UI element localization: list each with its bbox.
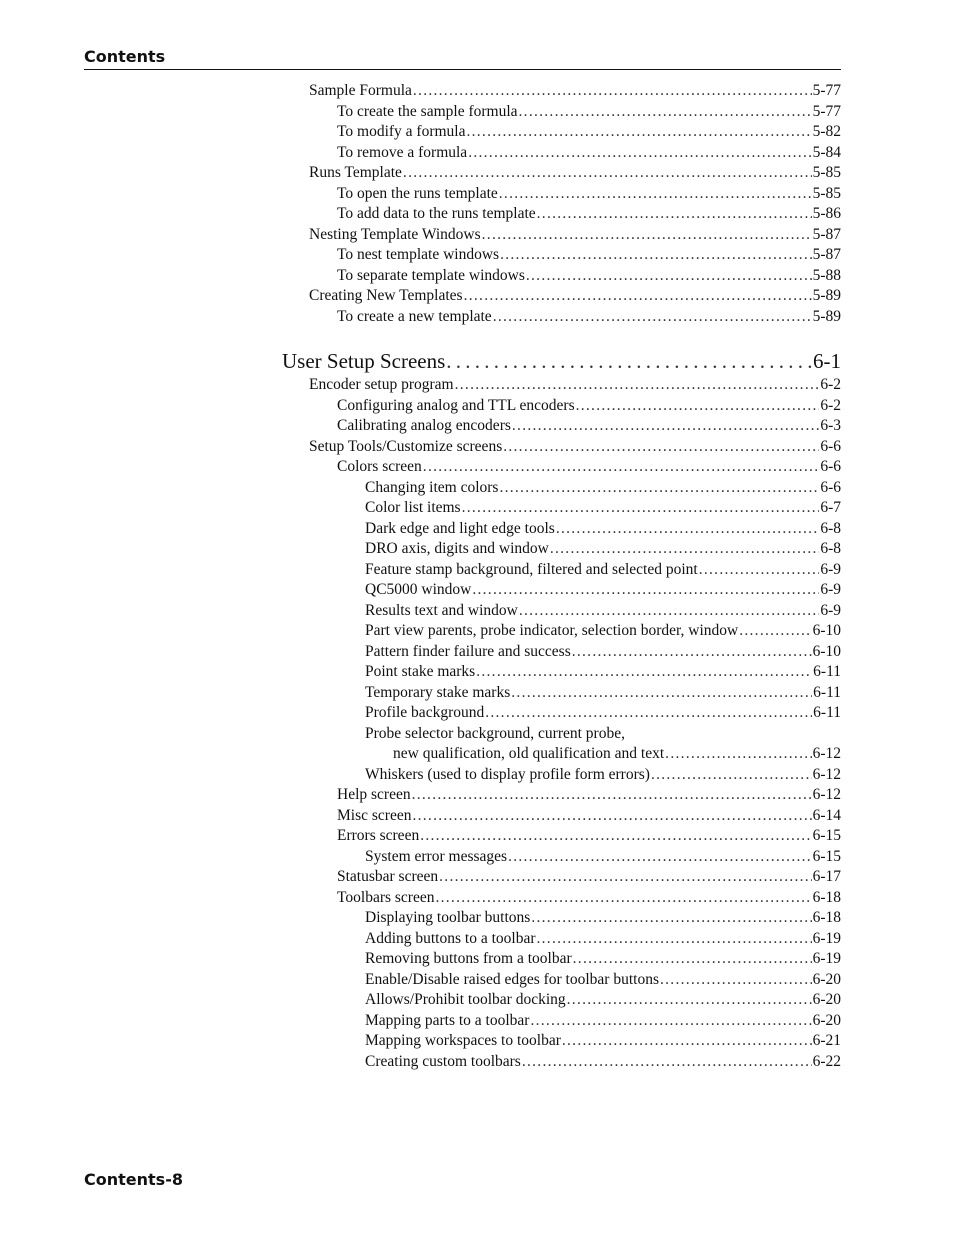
- toc-entry-title: DRO axis, digits and window: [365, 540, 549, 557]
- toc-entry-page: 5-84: [812, 143, 841, 161]
- toc-entry-title: Adding buttons to a toolbar: [365, 929, 536, 947]
- toc-entry-title: Temporary stake marks: [365, 683, 511, 701]
- toc-entry[interactable]: [337, 888, 841, 909]
- dot-leader: [537, 929, 812, 950]
- toc-entry-page: 6-12: [812, 786, 841, 803]
- toc-entry-page: 6-6: [820, 437, 841, 455]
- toc-entry-title: Point stake marks: [365, 663, 476, 680]
- toc-entry[interactable]: [309, 286, 841, 307]
- dot-leader: [665, 744, 811, 765]
- toc-chapter-entry[interactable]: [282, 347, 841, 375]
- toc-entry-title: To remove a formula: [337, 143, 468, 161]
- toc-entry-page: 5-85: [812, 164, 841, 181]
- toc-entry-title: System error messages: [365, 847, 508, 865]
- dot-leader: [567, 990, 812, 1011]
- toc-entry-title: Dark edge and light edge tools: [365, 519, 555, 537]
- toc-entry[interactable]: [365, 970, 841, 991]
- dot-leader: [503, 437, 819, 458]
- dot-leader: [519, 102, 812, 123]
- toc-entry[interactable]: [365, 847, 841, 868]
- toc-entry-page: 6-6: [820, 458, 841, 475]
- dot-leader: [464, 286, 812, 307]
- dot-leader: [576, 396, 820, 417]
- toc-entry-title: QC5000 window: [365, 581, 472, 598]
- toc-entry-page: 6-6: [820, 478, 841, 496]
- toc-entry-page: 6-20: [812, 991, 841, 1008]
- toc-entry-title: Color list items: [365, 499, 461, 516]
- toc-entry-title: Help screen: [337, 786, 411, 803]
- dot-leader: [412, 806, 811, 827]
- toc-entry-page: 5-87: [812, 246, 841, 263]
- toc-entry[interactable]: [365, 498, 841, 519]
- dot-leader: [468, 143, 811, 164]
- toc-entry-page: 6-15: [812, 827, 841, 844]
- toc-entry-page: 6-8: [820, 540, 841, 557]
- dot-leader: [439, 867, 811, 888]
- toc-entry[interactable]: [365, 478, 841, 499]
- toc-entry-title: Removing buttons from a toolbar: [365, 950, 572, 967]
- toc-entry-page: 6-2: [820, 376, 841, 393]
- toc-entry[interactable]: [365, 519, 841, 540]
- toc-entry-page: 6-11: [813, 663, 841, 680]
- toc-entry[interactable]: [365, 560, 841, 581]
- toc-entry[interactable]: [337, 122, 841, 143]
- header-rule: [84, 69, 841, 70]
- toc-entry-title: To create the sample formula: [337, 102, 518, 120]
- toc-entry-title: Creating New Templates: [309, 287, 463, 304]
- toc-entry-title: Mapping parts to a toolbar: [365, 1011, 530, 1029]
- toc-entry-title: Allows/Prohibit toolbar docking: [365, 991, 566, 1008]
- toc-entry-page: 6-21: [812, 1032, 841, 1049]
- page-number: Contents-8: [84, 1170, 183, 1189]
- dot-leader: [522, 1052, 812, 1073]
- toc-entry-page: 6-9: [820, 601, 841, 619]
- toc-entry-title: Enable/Disable raised edges for toolbar buttons: [365, 970, 659, 988]
- toc-entry-page: 6-20: [812, 970, 841, 988]
- toc-entry-page: 6-22: [812, 1052, 841, 1070]
- toc-entry-title: Whiskers (used to display profile form errors): [365, 765, 650, 783]
- dot-leader: [423, 457, 820, 478]
- dot-leader: [413, 81, 812, 102]
- toc-entry-title: Encoder setup program: [309, 376, 454, 393]
- dot-leader: [531, 908, 811, 929]
- toc-entry-title: new qualification, old qualification and text: [393, 745, 665, 762]
- toc-entry-title: Profile background: [365, 704, 485, 721]
- toc-entry[interactable]: [393, 744, 841, 765]
- dot-leader: [493, 307, 812, 328]
- toc-entry-title: Sample Formula: [309, 82, 412, 99]
- toc-entry-page: 5-89: [812, 307, 841, 325]
- running-header: Contents: [84, 47, 166, 66]
- toc-entry[interactable]: [337, 143, 841, 164]
- toc-entry[interactable]: [337, 867, 841, 888]
- toc-entry-page: 6-9: [820, 560, 841, 578]
- dot-leader: [412, 785, 812, 806]
- toc-entry-title: Errors screen: [337, 827, 420, 844]
- toc-entry-title: To nest template windows: [337, 246, 500, 263]
- toc-entry-page: 5-88: [812, 266, 841, 284]
- toc-entry-title: Setup Tools/Customize screens: [309, 437, 503, 455]
- toc-entry-page: 6-14: [812, 806, 841, 824]
- toc-entry[interactable]: [365, 929, 841, 950]
- dot-leader: [403, 163, 812, 184]
- toc-entry[interactable]: [365, 724, 841, 745]
- toc-entry-title: User Setup Screens: [282, 349, 446, 373]
- dot-leader: [455, 375, 820, 396]
- dot-leader: [462, 498, 820, 519]
- toc-entry[interactable]: [337, 457, 841, 478]
- toc-entry[interactable]: [337, 204, 841, 225]
- dot-leader: [499, 478, 819, 499]
- toc-entry-title: Displaying toolbar buttons: [365, 909, 531, 926]
- toc-entry-page: 6-2: [820, 396, 841, 414]
- dot-leader: [511, 683, 812, 704]
- dot-leader: [472, 580, 819, 601]
- dot-leader: [512, 416, 819, 437]
- dot-leader: [519, 601, 819, 622]
- toc-entry-page: 6-8: [820, 519, 841, 537]
- toc-entry-title: Changing item colors: [365, 478, 499, 496]
- toc-entry-page: 5-85: [812, 184, 841, 202]
- toc-entry[interactable]: [309, 437, 841, 458]
- toc-entry-page: 5-89: [812, 287, 841, 304]
- toc-entry[interactable]: [309, 225, 841, 246]
- toc-entry-page: 6-7: [820, 499, 841, 516]
- dot-leader: [476, 662, 812, 683]
- toc-entry-title: To add data to the runs template: [337, 205, 536, 222]
- toc-entry[interactable]: [365, 601, 841, 622]
- toc-entry[interactable]: [365, 580, 841, 601]
- toc-entry-page: 6-11: [813, 704, 841, 721]
- dot-leader: [573, 949, 812, 970]
- toc-entry-page: 6-18: [812, 888, 841, 906]
- dot-leader: [420, 826, 811, 847]
- toc-entry-page: 5-87: [812, 225, 841, 243]
- toc-entry-page: 6-10: [812, 622, 841, 639]
- toc-entry[interactable]: [337, 826, 841, 847]
- toc-entry-page: 6-15: [812, 847, 841, 865]
- toc-entry-page: 6-9: [820, 581, 841, 598]
- dot-leader: [435, 888, 811, 909]
- dot-leader: [550, 539, 819, 560]
- dot-leader: [699, 560, 820, 581]
- dot-leader: [660, 970, 812, 991]
- dot-leader: [499, 184, 812, 205]
- toc-entry[interactable]: [337, 785, 841, 806]
- dot-leader: [556, 519, 820, 540]
- toc-entry[interactable]: [337, 184, 841, 205]
- toc-entry[interactable]: [309, 375, 841, 396]
- toc-entry[interactable]: [309, 81, 841, 102]
- toc-entry[interactable]: [337, 102, 841, 123]
- toc-entry[interactable]: [365, 765, 841, 786]
- toc-entry-title: Statusbar screen: [337, 868, 439, 885]
- toc-entry[interactable]: [365, 1052, 841, 1073]
- toc-entry[interactable]: [337, 245, 841, 266]
- toc-entry-title: Feature stamp background, filtered and selected point: [365, 560, 698, 578]
- toc-entry-page: 5-82: [812, 123, 841, 140]
- toc-entry[interactable]: [337, 307, 841, 328]
- toc-entry-title: To open the runs template: [337, 184, 498, 202]
- toc-entry-title: Calibrating analog encoders: [337, 417, 511, 434]
- toc-entry-page: 5-86: [812, 205, 841, 222]
- dot-leader: [651, 765, 812, 786]
- toc-entry[interactable]: [337, 266, 841, 287]
- toc-entry-title: Colors screen: [337, 458, 422, 475]
- dot-leader: [508, 847, 812, 868]
- toc-entry-page: 6-10: [812, 642, 841, 660]
- toc-entry-page: 6-3: [820, 417, 841, 434]
- toc-entry-title: Creating custom toolbars: [365, 1052, 521, 1070]
- toc-entry-title: Misc screen: [337, 806, 412, 824]
- toc-entry-title: To modify a formula: [337, 123, 466, 140]
- dot-leader: [537, 204, 812, 225]
- toc-entry-title: Results text and window: [365, 601, 518, 619]
- dot-leader: [446, 347, 812, 375]
- toc-entry-page: 6-1: [813, 349, 841, 373]
- toc-entry[interactable]: [365, 539, 841, 560]
- toc-entry-title: To create a new template: [337, 307, 492, 325]
- toc-entry-page: 6-11: [813, 683, 841, 701]
- dot-leader: [572, 642, 812, 663]
- toc-entry[interactable]: [337, 396, 841, 417]
- toc-entry-page: 6-12: [812, 745, 841, 762]
- toc-entry[interactable]: [365, 621, 841, 642]
- toc-entry-title: To separate template windows: [337, 266, 525, 284]
- dot-leader: [482, 225, 812, 246]
- dot-leader: [526, 266, 812, 287]
- toc-entry-title: Nesting Template Windows: [309, 225, 481, 243]
- toc-entry[interactable]: [365, 683, 841, 704]
- toc-entry[interactable]: [365, 703, 841, 724]
- dot-leader: [562, 1031, 812, 1052]
- toc-entry-title: Runs Template: [309, 164, 402, 181]
- toc-entry-title: Part view parents, probe indicator, selection border, window: [365, 622, 739, 639]
- toc-entry-title: Configuring analog and TTL encoders: [337, 396, 575, 414]
- toc-entry-title: Toolbars screen: [337, 888, 435, 906]
- dot-leader: [466, 122, 811, 143]
- toc-entry-page: 6-19: [812, 929, 841, 947]
- toc-entry-page: 6-19: [812, 950, 841, 967]
- toc-entry-page: 5-77: [812, 102, 841, 120]
- toc-entry-title: Mapping workspaces to toolbar: [365, 1032, 561, 1049]
- toc-entry[interactable]: [365, 662, 841, 683]
- toc-entry-title: Pattern finder failure and success: [365, 642, 571, 660]
- dot-leader: [530, 1011, 811, 1032]
- toc-entry-page: 6-20: [812, 1011, 841, 1029]
- toc-entry[interactable]: [365, 949, 841, 970]
- toc-entry[interactable]: [365, 990, 841, 1011]
- toc-entry-title: Probe selector background, current probe,: [365, 724, 625, 742]
- toc-entry[interactable]: [365, 642, 841, 663]
- toc-entry[interactable]: [337, 806, 841, 827]
- dot-leader: [739, 621, 811, 642]
- dot-leader: [485, 703, 812, 724]
- toc-entry[interactable]: [365, 1031, 841, 1052]
- toc-entry-page: 6-12: [812, 765, 841, 783]
- dot-leader: [500, 245, 812, 266]
- toc-entry[interactable]: [365, 1011, 841, 1032]
- toc-entry-page: 6-17: [812, 868, 841, 885]
- toc-entry[interactable]: [337, 416, 841, 437]
- toc-entry[interactable]: [365, 908, 841, 929]
- toc-entry[interactable]: [309, 163, 841, 184]
- toc-entry-page: 6-18: [812, 909, 841, 926]
- toc-entry-page: 5-77: [812, 82, 841, 99]
